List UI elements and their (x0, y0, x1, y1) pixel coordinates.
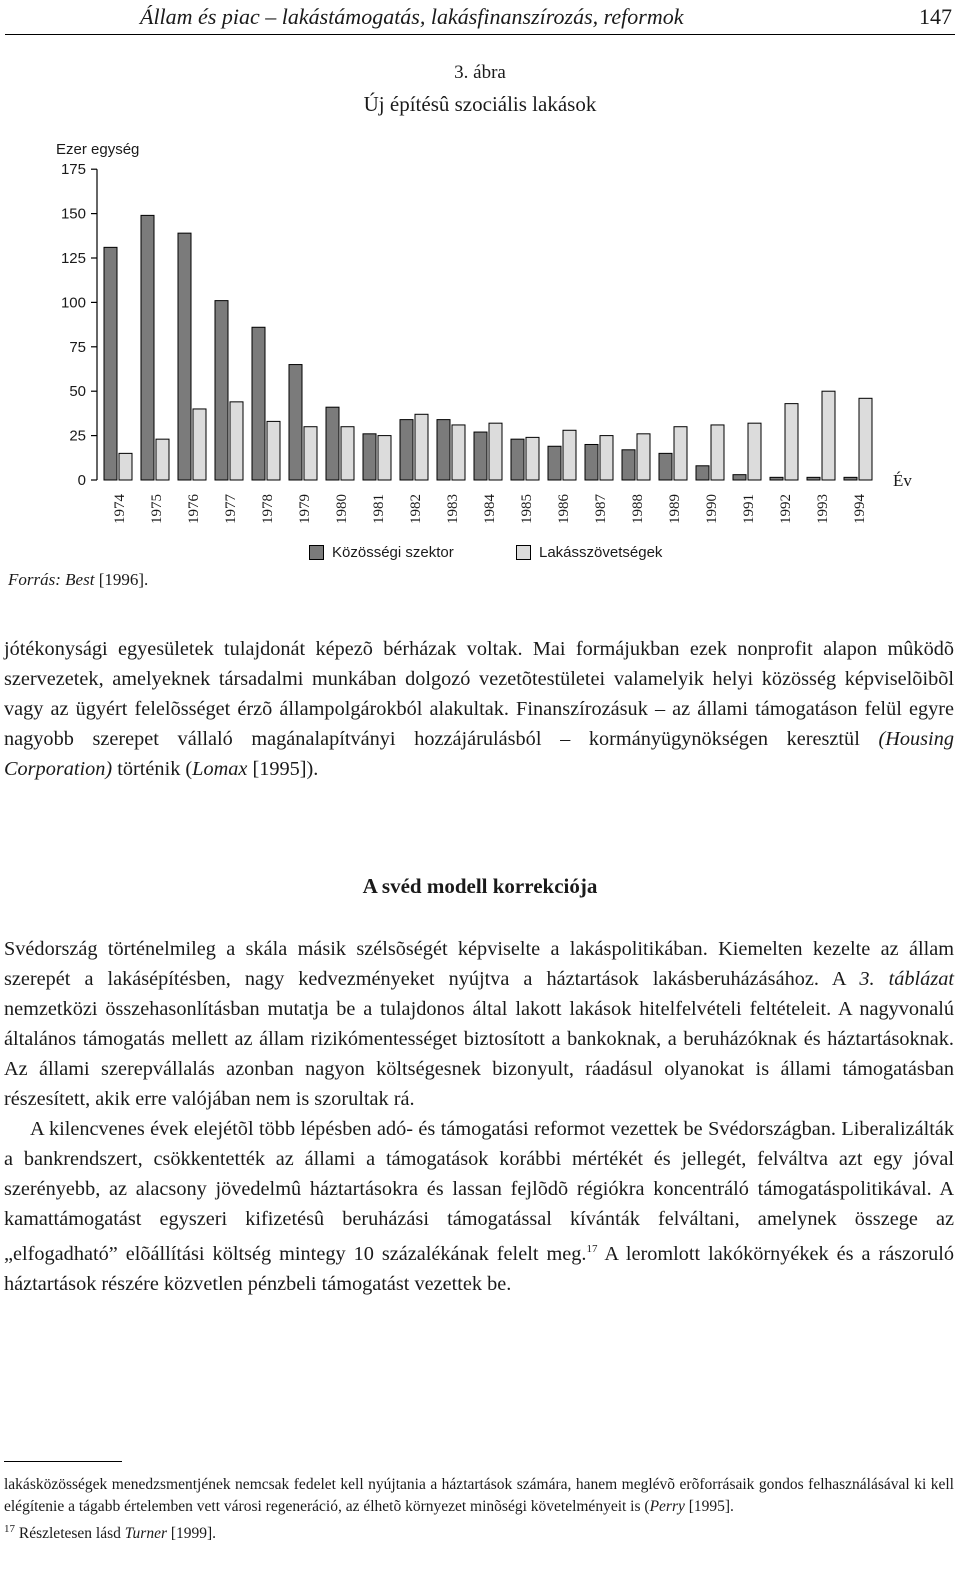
bar-public-sector (770, 477, 783, 480)
x-tick-label: 1974 (112, 494, 128, 524)
x-tick-label: 1979 (297, 494, 313, 524)
paragraph-sweden-history (4, 934, 954, 1114)
x-tick-label: 1989 (667, 494, 683, 524)
y-tick-label: 50 (69, 383, 86, 401)
paragraph-text: jótékonysági egyesületek tulajdonát képezõ bérházak voltak. Mai formájukban ezek nonprofit alapon mûködõ szervezetek, amelyeknek társadalmi munkában dolgozó vezetõtestületei valamelyik helyi közösség képviselõibõl vagy az ügyért felelõsséget érzõ állampolgárokból alakultak. Finanszírozásuk – az állami támogatáson felül egyre nagyobb szerepet vállaló magánalapítványi hozzájárulásból – kormányügynökségen keresztül (4, 638, 954, 750)
x-axis-label: Év (893, 471, 912, 490)
footnote-text: lakásközösségek menedzsmentjének nemcsak fedelet kell nyújtania a háztartások számára, hanem meglévõ erõforrásaik gondos felhasználásával ki kell elégítenie a tágabb értelemben vett városi regeneráció, az élhetõ környezet minõségi követelményeit is ( (4, 1476, 954, 1515)
bar-public-sector (437, 420, 450, 480)
bar-public-sector (659, 453, 672, 480)
y-axis-label: Ezer egység (56, 141, 140, 158)
bar-housing-associations (785, 404, 798, 480)
section-body (4, 934, 954, 1299)
bar-public-sector (696, 466, 709, 480)
legend-label-public: Közösségi szektor (332, 544, 454, 561)
x-tick-label: 1993 (815, 494, 831, 524)
x-tick-label: 1980 (334, 494, 350, 524)
y-tick-label: 125 (60, 250, 86, 267)
x-tick-label: 1988 (630, 494, 646, 524)
bar-housing-associations (156, 439, 169, 480)
bar-housing-associations (193, 409, 206, 480)
paragraph-sweden-reforms (4, 1114, 954, 1299)
bar-housing-associations (526, 437, 539, 480)
y-tick-label: 100 (60, 294, 86, 312)
footnote-continuation (4, 1474, 954, 1518)
legend-swatch-public (309, 545, 324, 560)
bar-public-sector (215, 301, 228, 480)
x-tick-label: 1977 (223, 494, 239, 524)
bar-housing-associations (600, 436, 613, 480)
bar-public-sector (548, 446, 561, 480)
footnote-author: Perry (649, 1498, 685, 1515)
bar-housing-associations (119, 453, 132, 480)
x-tick-label: 1994 (852, 494, 868, 524)
x-tick-label: 1981 (371, 494, 387, 524)
bar-public-sector (178, 233, 191, 480)
citation-year: [1995]). (252, 758, 319, 780)
x-tick-label: 1990 (704, 494, 720, 524)
figure-title: Új építésû szociális lakások (363, 92, 597, 116)
legend-swatch-associations (516, 545, 531, 560)
bar-housing-associations (415, 414, 428, 480)
x-tick-label: 1987 (593, 494, 609, 524)
paragraph-text: történik ( (117, 758, 193, 780)
y-tick-label: 25 (69, 427, 86, 445)
bar-chart (0, 130, 960, 540)
legend-item-associations (516, 544, 662, 561)
running-header (0, 0, 960, 36)
bar-public-sector (733, 475, 746, 480)
y-tick-label: 75 (69, 338, 86, 356)
bar-public-sector (363, 434, 376, 480)
y-tick-label: 150 (60, 205, 86, 223)
bar-public-sector (289, 365, 302, 480)
bar-housing-associations (341, 427, 354, 480)
bar-public-sector (474, 432, 487, 480)
source-author: Best (65, 570, 95, 589)
bar-housing-associations (267, 421, 280, 480)
x-tick-label: 1985 (519, 494, 535, 524)
y-tick-label: 175 (60, 161, 86, 179)
x-tick-label: 1986 (556, 494, 572, 524)
bar-public-sector (807, 477, 820, 480)
section-title: A svéd modell korrekciója (362, 874, 598, 898)
paragraph-housing-associations (4, 634, 954, 784)
bar-housing-associations (230, 402, 243, 480)
legend-item-public (309, 544, 454, 561)
footnote-text: [1995]. (688, 1498, 734, 1515)
footnote-text: [1999]. (170, 1525, 217, 1543)
bar-public-sector (622, 450, 635, 480)
bar-public-sector (844, 477, 857, 480)
x-tick-label: 1991 (741, 494, 757, 524)
footnote-rule (4, 1461, 122, 1462)
bar-housing-associations (748, 423, 761, 480)
bar-public-sector (511, 439, 524, 480)
footnotes (4, 1474, 954, 1545)
y-tick-label: 0 (77, 472, 86, 489)
bar-housing-associations (378, 436, 391, 480)
footnote-marker: 17 (586, 1243, 598, 1255)
source-label: Forrás: (8, 570, 61, 589)
bar-public-sector (141, 215, 154, 480)
bar-housing-associations (304, 427, 317, 480)
footnote-number: 17 (4, 1523, 15, 1535)
bar-housing-associations (674, 427, 687, 480)
bar-public-sector (104, 247, 117, 480)
figure-source (8, 570, 148, 590)
x-tick-label: 1984 (482, 494, 498, 524)
running-title: Állam és piac – lakástámogatás, lakásfinanszírozás, reformok (140, 4, 684, 29)
x-tick-label: 1976 (186, 494, 202, 524)
bar-public-sector (326, 407, 339, 480)
bar-housing-associations (489, 423, 502, 480)
citation-author: Lomax (192, 758, 248, 780)
x-tick-label: 1983 (445, 494, 461, 524)
legend-label-associations: Lakásszövetségek (539, 544, 663, 561)
footnote-17 (4, 1518, 954, 1545)
footnote-text: Részletesen lásd (18, 1525, 121, 1543)
source-year: [1996]. (98, 570, 149, 589)
bar-housing-associations (563, 430, 576, 480)
paragraph-text: A kilencvenes évek elejétõl több lépésben adó- és támogatási reformot vezettek be Svédországban. Liberalizálták a bankrendszert, csökkentették az állami a támogatások korábbi mértékét és jellegét, felváltva azt egy jóval szerényebb, az alacsony jövedelmû háztartásokra és lassan fejlõdõ régiókra koncentráló támogatáspolitikával. A kamattámogatást egyszeri kifizetésû beruházási támogatással kívánták felváltani, amelynek összege az „elfogadható” elõállítási költség mintegy 10 százalékának felelt meg. (4, 1118, 954, 1265)
bar-public-sector (585, 444, 598, 480)
x-tick-label: 1982 (408, 494, 424, 524)
bar-housing-associations (452, 425, 465, 480)
footnote-author: Turner (124, 1525, 167, 1543)
table-reference: 3. táblázat (859, 968, 954, 990)
bar-housing-associations (859, 398, 872, 480)
x-tick-label: 1992 (778, 494, 794, 524)
bar-public-sector (252, 327, 265, 480)
italic-housing-corporation: (Housing Corporation) (4, 728, 954, 780)
bar-housing-associations (711, 425, 724, 480)
paragraph-text: A leromlott lakókörnyékek és a rászoruló háztartások részére közvetlen pénzbeli támogatást vezettek be. (4, 1242, 954, 1295)
header-rule (5, 34, 955, 35)
x-tick-label: 1978 (260, 494, 276, 524)
bar-housing-associations (822, 391, 835, 480)
bar-housing-associations (637, 434, 650, 480)
page-number: 147 (919, 4, 952, 29)
bar-public-sector (400, 420, 413, 480)
x-tick-label: 1975 (149, 494, 165, 524)
figure-number: 3. ábra (454, 62, 506, 83)
paragraph-text: Svédország történelmileg a skála másik szélsõségét képviselte a lakáspolitikában. Kiemelten kezelte az állam szerepét a lakásépítésben, nagy kedvezményeket nyújtva a háztartások lakásberuházásához. A (4, 938, 954, 990)
paragraph-text: nemzetközi összehasonlításban mutatja be a tulajdonos által lakott lakások hitelfelvételi feltételeit. A nagyvonalú általános támogatás mellett az állam rizikómentességet biztosított a bankoknak, a beruházóknak és háztartásoknak. Az állami szerepvállalás azonban nagyon költségesnek bizonyult, ráadásul olyanokat is állami támogatásban részesített, akik erre valójában nem is szorultak rá. (4, 998, 954, 1110)
